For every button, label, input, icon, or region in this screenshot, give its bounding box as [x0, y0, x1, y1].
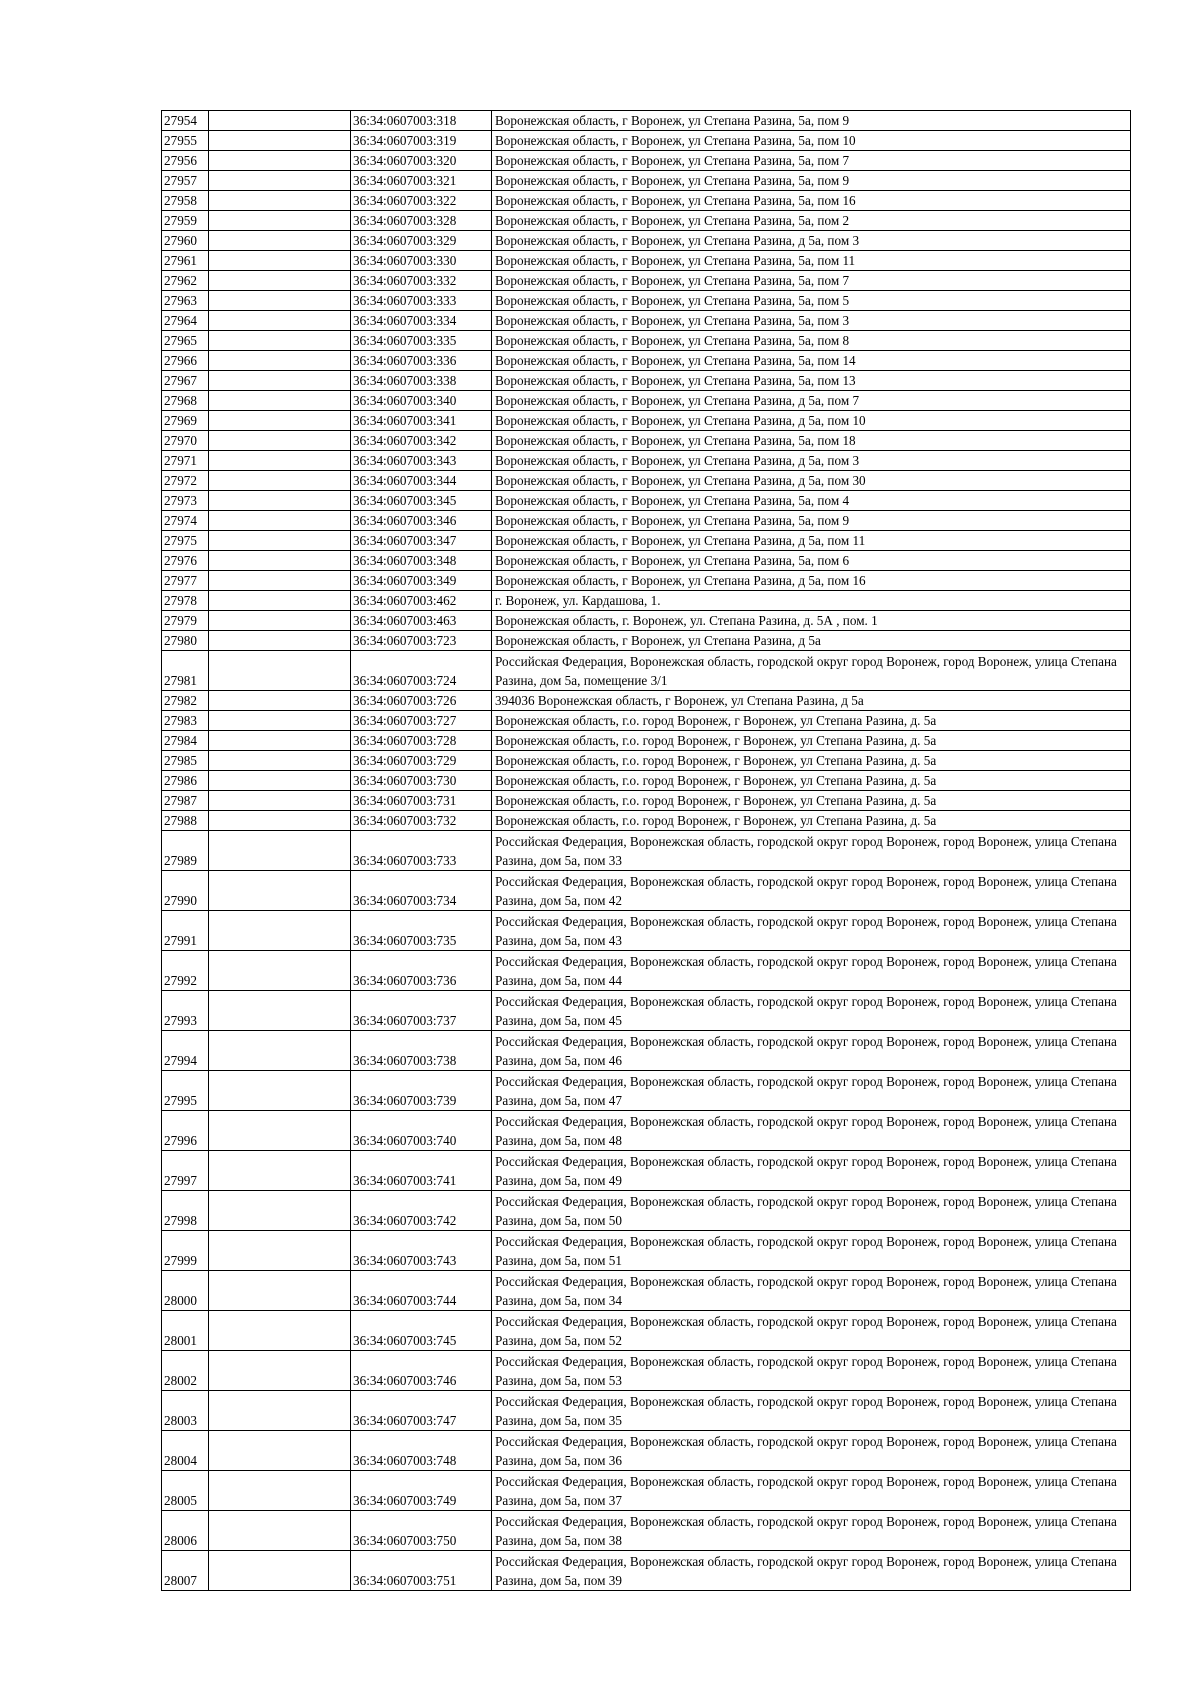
- cadastral-number-cell: 36:34:0607003:751: [351, 1551, 492, 1591]
- empty-cell: [209, 811, 351, 831]
- row-number-cell: 27963: [162, 291, 209, 311]
- empty-cell: [209, 431, 351, 451]
- cadastral-number-cell: 36:34:0607003:321: [351, 171, 492, 191]
- empty-cell: [209, 111, 351, 131]
- empty-cell: [209, 651, 351, 691]
- table-row: [162, 831, 1131, 871]
- address-cell: Воронежская область, г Воронеж, ул Степана Разина, д 5а, пом 16: [492, 571, 1131, 591]
- row-number-cell: 27958: [162, 191, 209, 211]
- address-cell: Воронежская область, г.о. город Воронеж, г Воронеж, ул Степана Разина, д. 5а: [492, 811, 1131, 831]
- cadastral-number-cell: 36:34:0607003:732: [351, 811, 492, 831]
- cadastral-number-cell: 36:34:0607003:322: [351, 191, 492, 211]
- address-cell: Воронежская область, г Воронеж, ул Степана Разина, д 5а, пом 7: [492, 391, 1131, 411]
- address-cell: Российская Федерация, Воронежская область, городской округ город Воронеж, город Воронеж, улица Степана Разина, дом 5а, пом 33: [492, 831, 1131, 871]
- row-number-cell: 27997: [162, 1151, 209, 1191]
- empty-cell: [209, 411, 351, 431]
- cadastral-number-cell: 36:34:0607003:730: [351, 771, 492, 791]
- row-number-cell: 27966: [162, 351, 209, 371]
- empty-cell: [209, 491, 351, 511]
- row-number-cell: 27968: [162, 391, 209, 411]
- address-cell: Воронежская область, г.о. город Воронеж, г Воронеж, ул Степана Разина, д. 5а: [492, 731, 1131, 751]
- empty-cell: [209, 1511, 351, 1551]
- empty-cell: [209, 731, 351, 751]
- empty-cell: [209, 1311, 351, 1351]
- cadastral-number-cell: 36:34:0607003:741: [351, 1151, 492, 1191]
- empty-cell: [209, 551, 351, 571]
- address-cell: Воронежская область, г Воронеж, ул Степана Разина, 5а, пом 13: [492, 371, 1131, 391]
- address-cell: Воронежская область, г Воронеж, ул Степана Разина, д 5а, пом 10: [492, 411, 1131, 431]
- empty-cell: [209, 451, 351, 471]
- empty-cell: [209, 211, 351, 231]
- table-row: [162, 651, 1131, 691]
- empty-cell: [209, 311, 351, 331]
- address-cell: Воронежская область, г Воронеж, ул Степана Разина, д 5а: [492, 631, 1131, 651]
- address-cell: Воронежская область, г Воронеж, ул Степана Разина, 5а, пом 2: [492, 211, 1131, 231]
- row-number-cell: 27991: [162, 911, 209, 951]
- address-cell: Воронежская область, г Воронеж, ул Степана Разина, д 5а, пом 3: [492, 451, 1131, 471]
- empty-cell: [209, 871, 351, 911]
- empty-cell: [209, 691, 351, 711]
- table-row: [162, 1071, 1131, 1111]
- cadastral-number-cell: 36:34:0607003:736: [351, 951, 492, 991]
- empty-cell: [209, 231, 351, 251]
- table-row: [162, 1311, 1131, 1351]
- row-number-cell: 27969: [162, 411, 209, 431]
- cadastral-number-cell: 36:34:0607003:744: [351, 1271, 492, 1311]
- address-cell: Воронежская область, г Воронеж, ул Степана Разина, 5а, пом 9: [492, 511, 1131, 531]
- address-cell: Воронежская область, г.о. город Воронеж, г Воронеж, ул Степана Разина, д. 5а: [492, 791, 1131, 811]
- row-number-cell: 27959: [162, 211, 209, 231]
- table-row: [162, 631, 1131, 651]
- table-row: [162, 591, 1131, 611]
- cadastral-number-cell: 36:34:0607003:319: [351, 131, 492, 151]
- table-row: [162, 1351, 1131, 1391]
- address-cell: Воронежская область, г Воронеж, ул Степана Разина, 5а, пом 10: [492, 131, 1131, 151]
- table-row: [162, 331, 1131, 351]
- empty-cell: [209, 1551, 351, 1591]
- empty-cell: [209, 751, 351, 771]
- cadastral-number-cell: 36:34:0607003:345: [351, 491, 492, 511]
- cadastral-number-cell: 36:34:0607003:740: [351, 1111, 492, 1151]
- cadastral-number-cell: 36:34:0607003:723: [351, 631, 492, 651]
- address-cell: Российская Федерация, Воронежская область, городской округ город Воронеж, город Воронеж, улица Степана Разина, дом 5а, пом 42: [492, 871, 1131, 911]
- empty-cell: [209, 1271, 351, 1311]
- empty-cell: [209, 1191, 351, 1231]
- cadastral-number-cell: 36:34:0607003:747: [351, 1391, 492, 1431]
- empty-cell: [209, 511, 351, 531]
- cadastral-number-cell: 36:34:0607003:344: [351, 471, 492, 491]
- address-cell: Воронежская область, г.о. город Воронеж, г Воронеж, ул Степана Разина, д. 5а: [492, 711, 1131, 731]
- row-number-cell: 27984: [162, 731, 209, 751]
- empty-cell: [209, 251, 351, 271]
- empty-cell: [209, 631, 351, 651]
- table-row: [162, 211, 1131, 231]
- table-row: [162, 1031, 1131, 1071]
- address-cell: Российская Федерация, Воронежская область, городской округ город Воронеж, город Воронеж, улица Степана Разина, дом 5а, пом 50: [492, 1191, 1131, 1231]
- cadastral-number-cell: 36:34:0607003:738: [351, 1031, 492, 1071]
- empty-cell: [209, 1071, 351, 1111]
- empty-cell: [209, 1151, 351, 1191]
- row-number-cell: 27980: [162, 631, 209, 651]
- table-row: [162, 811, 1131, 831]
- address-cell: Воронежская область, г.о. город Воронеж, г Воронеж, ул Степана Разина, д. 5а: [492, 751, 1131, 771]
- empty-cell: [209, 131, 351, 151]
- address-cell: Российская Федерация, Воронежская область, городской округ город Воронеж, город Воронеж, улица Степана Разина, дом 5а, пом 46: [492, 1031, 1131, 1071]
- row-number-cell: 27986: [162, 771, 209, 791]
- table-row: [162, 551, 1131, 571]
- empty-cell: [209, 571, 351, 591]
- row-number-cell: 27995: [162, 1071, 209, 1111]
- empty-cell: [209, 1431, 351, 1471]
- table-row: [162, 1511, 1131, 1551]
- cadastral-number-cell: 36:34:0607003:330: [351, 251, 492, 271]
- row-number-cell: 27971: [162, 451, 209, 471]
- row-number-cell: 27981: [162, 651, 209, 691]
- table-row: [162, 531, 1131, 551]
- row-number-cell: 27983: [162, 711, 209, 731]
- cadastral-number-cell: 36:34:0607003:349: [351, 571, 492, 591]
- row-number-cell: 27976: [162, 551, 209, 571]
- empty-cell: [209, 831, 351, 871]
- row-number-cell: 27978: [162, 591, 209, 611]
- row-number-cell: 27985: [162, 751, 209, 771]
- row-number-cell: 27994: [162, 1031, 209, 1071]
- empty-cell: [209, 1351, 351, 1391]
- table-row: [162, 191, 1131, 211]
- table-row: [162, 1471, 1131, 1511]
- address-cell: Воронежская область, г Воронеж, ул Степана Разина, 5а, пом 18: [492, 431, 1131, 451]
- cadastral-number-cell: 36:34:0607003:463: [351, 611, 492, 631]
- address-cell: Воронежская область, г Воронеж, ул Степана Разина, 5а, пом 6: [492, 551, 1131, 571]
- cadastral-number-cell: 36:34:0607003:746: [351, 1351, 492, 1391]
- row-number-cell: 27973: [162, 491, 209, 511]
- empty-cell: [209, 1231, 351, 1271]
- table-row: [162, 571, 1131, 591]
- cadastral-number-cell: 36:34:0607003:737: [351, 991, 492, 1031]
- cadastral-number-cell: 36:34:0607003:335: [351, 331, 492, 351]
- table-row: [162, 1151, 1131, 1191]
- table-row: [162, 751, 1131, 771]
- table-row: [162, 171, 1131, 191]
- property-registry-table: [161, 110, 1131, 1591]
- row-number-cell: 28006: [162, 1511, 209, 1551]
- row-number-cell: 27993: [162, 991, 209, 1031]
- table-row: [162, 791, 1131, 811]
- table-row: [162, 371, 1131, 391]
- address-cell: Воронежская область, г Воронеж, ул Степана Разина, 5а, пом 9: [492, 111, 1131, 131]
- empty-cell: [209, 611, 351, 631]
- address-cell: Воронежская область, г Воронеж, ул Степана Разина, 5а, пом 3: [492, 311, 1131, 331]
- table-row: [162, 1391, 1131, 1431]
- row-number-cell: 27990: [162, 871, 209, 911]
- empty-cell: [209, 591, 351, 611]
- empty-cell: [209, 371, 351, 391]
- cadastral-number-cell: 36:34:0607003:749: [351, 1471, 492, 1511]
- row-number-cell: 27955: [162, 131, 209, 151]
- address-cell: Российская Федерация, Воронежская область, городской округ город Воронеж, город Воронеж, улица Степана Разина, дом 5а, пом 38: [492, 1511, 1131, 1551]
- empty-cell: [209, 531, 351, 551]
- cadastral-number-cell: 36:34:0607003:727: [351, 711, 492, 731]
- empty-cell: [209, 1391, 351, 1431]
- cadastral-number-cell: 36:34:0607003:320: [351, 151, 492, 171]
- address-cell: Российская Федерация, Воронежская область, городской округ город Воронеж, город Воронеж, улица Степана Разина, дом 5а, пом 52: [492, 1311, 1131, 1351]
- empty-cell: [209, 171, 351, 191]
- row-number-cell: 27960: [162, 231, 209, 251]
- row-number-cell: 27967: [162, 371, 209, 391]
- table-row: [162, 131, 1131, 151]
- empty-cell: [209, 791, 351, 811]
- cadastral-number-cell: 36:34:0607003:332: [351, 271, 492, 291]
- address-cell: Воронежская область, г Воронеж, ул Степана Разина, д 5а, пом 30: [492, 471, 1131, 491]
- empty-cell: [209, 191, 351, 211]
- cadastral-number-cell: 36:34:0607003:346: [351, 511, 492, 531]
- cadastral-number-cell: 36:34:0607003:334: [351, 311, 492, 331]
- table-row: [162, 871, 1131, 911]
- table-row: [162, 251, 1131, 271]
- empty-cell: [209, 291, 351, 311]
- row-number-cell: 28007: [162, 1551, 209, 1591]
- row-number-cell: 27965: [162, 331, 209, 351]
- table-row: [162, 411, 1131, 431]
- cadastral-number-cell: 36:34:0607003:338: [351, 371, 492, 391]
- row-number-cell: 27998: [162, 1191, 209, 1231]
- empty-cell: [209, 991, 351, 1031]
- row-number-cell: 27987: [162, 791, 209, 811]
- address-cell: Российская Федерация, Воронежская область, городской округ город Воронеж, город Воронеж, улица Степана Разина, дом 5а, пом 45: [492, 991, 1131, 1031]
- empty-cell: [209, 271, 351, 291]
- address-cell: Российская Федерация, Воронежская область, городской округ город Воронеж, город Воронеж, улица Степана Разина, дом 5а, пом 34: [492, 1271, 1131, 1311]
- address-cell: Воронежская область, г Воронеж, ул Степана Разина, 5а, пом 16: [492, 191, 1131, 211]
- address-cell: Воронежская область, г. Воронеж, ул. Степана Разина, д. 5А , пом. 1: [492, 611, 1131, 631]
- row-number-cell: 27957: [162, 171, 209, 191]
- empty-cell: [209, 771, 351, 791]
- table-row: [162, 1191, 1131, 1231]
- cadastral-number-cell: 36:34:0607003:726: [351, 691, 492, 711]
- table-row: [162, 1551, 1131, 1591]
- table-row: [162, 351, 1131, 371]
- empty-cell: [209, 391, 351, 411]
- table-row: [162, 731, 1131, 751]
- table-row: [162, 151, 1131, 171]
- address-cell: Российская Федерация, Воронежская область, городской округ город Воронеж, город Воронеж, улица Степана Разина, дом 5а, пом 35: [492, 1391, 1131, 1431]
- row-number-cell: 27996: [162, 1111, 209, 1151]
- cadastral-number-cell: 36:34:0607003:318: [351, 111, 492, 131]
- cadastral-number-cell: 36:34:0607003:731: [351, 791, 492, 811]
- cadastral-number-cell: 36:34:0607003:329: [351, 231, 492, 251]
- cadastral-number-cell: 36:34:0607003:748: [351, 1431, 492, 1471]
- empty-cell: [209, 951, 351, 991]
- address-cell: Российская Федерация, Воронежская область, городской округ город Воронеж, город Воронеж, улица Степана Разина, дом 5а, пом 53: [492, 1351, 1131, 1391]
- cadastral-number-cell: 36:34:0607003:341: [351, 411, 492, 431]
- address-cell: г. Воронеж, ул. Кардашова, 1.: [492, 591, 1131, 611]
- table-row: [162, 771, 1131, 791]
- table-row: [162, 1231, 1131, 1271]
- row-number-cell: 27992: [162, 951, 209, 991]
- address-cell: Воронежская область, г Воронеж, ул Степана Разина, д 5а, пом 3: [492, 231, 1131, 251]
- row-number-cell: 27975: [162, 531, 209, 551]
- address-cell: Российская Федерация, Воронежская область, городской округ город Воронеж, город Воронеж, улица Степана Разина, дом 5а, пом 43: [492, 911, 1131, 951]
- row-number-cell: 28001: [162, 1311, 209, 1351]
- cadastral-number-cell: 36:34:0607003:724: [351, 651, 492, 691]
- table-row: [162, 271, 1131, 291]
- table-row: [162, 511, 1131, 531]
- empty-cell: [209, 711, 351, 731]
- address-cell: Воронежская область, г Воронеж, ул Степана Разина, 5а, пом 14: [492, 351, 1131, 371]
- row-number-cell: 27954: [162, 111, 209, 131]
- row-number-cell: 27977: [162, 571, 209, 591]
- address-cell: 394036 Воронежская область, г Воронеж, ул Степана Разина, д 5а: [492, 691, 1131, 711]
- row-number-cell: 27982: [162, 691, 209, 711]
- table-row: [162, 111, 1131, 131]
- table-row: [162, 311, 1131, 331]
- cadastral-number-cell: 36:34:0607003:729: [351, 751, 492, 771]
- address-cell: Воронежская область, г Воронеж, ул Степана Разина, 5а, пом 5: [492, 291, 1131, 311]
- address-cell: Российская Федерация, Воронежская область, городской округ город Воронеж, город Воронеж, улица Степана Разина, дом 5а, пом 37: [492, 1471, 1131, 1511]
- row-number-cell: 28003: [162, 1391, 209, 1431]
- table-row: [162, 391, 1131, 411]
- cadastral-number-cell: 36:34:0607003:742: [351, 1191, 492, 1231]
- row-number-cell: 27970: [162, 431, 209, 451]
- empty-cell: [209, 1471, 351, 1511]
- address-cell: Российская Федерация, Воронежская область, городской округ город Воронеж, город Воронеж, улица Степана Разина, дом 5а, пом 36: [492, 1431, 1131, 1471]
- registry-table-body: [162, 111, 1131, 1591]
- address-cell: Воронежская область, г Воронеж, ул Степана Разина, 5а, пом 7: [492, 271, 1131, 291]
- address-cell: Российская Федерация, Воронежская область, городской округ город Воронеж, город Воронеж, улица Степана Разина, дом 5а, пом 47: [492, 1071, 1131, 1111]
- address-cell: Российская Федерация, Воронежская область, городской округ город Воронеж, город Воронеж, улица Степана Разина, дом 5а, помещение 3/1: [492, 651, 1131, 691]
- table-row: [162, 491, 1131, 511]
- row-number-cell: 28004: [162, 1431, 209, 1471]
- table-row: [162, 911, 1131, 951]
- cadastral-number-cell: 36:34:0607003:733: [351, 831, 492, 871]
- empty-cell: [209, 1111, 351, 1151]
- row-number-cell: 27956: [162, 151, 209, 171]
- table-row: [162, 1271, 1131, 1311]
- row-number-cell: 27962: [162, 271, 209, 291]
- table-row: [162, 1111, 1131, 1151]
- table-row: [162, 231, 1131, 251]
- table-row: [162, 711, 1131, 731]
- address-cell: Российская Федерация, Воронежская область, городской округ город Воронеж, город Воронеж, улица Степана Разина, дом 5а, пом 39: [492, 1551, 1131, 1591]
- table-row: [162, 991, 1131, 1031]
- row-number-cell: 27979: [162, 611, 209, 631]
- row-number-cell: 27972: [162, 471, 209, 491]
- row-number-cell: 27961: [162, 251, 209, 271]
- table-row: [162, 451, 1131, 471]
- address-cell: Воронежская область, г Воронеж, ул Степана Разина, д 5а, пом 11: [492, 531, 1131, 551]
- address-cell: Воронежская область, г Воронеж, ул Степана Разина, 5а, пом 8: [492, 331, 1131, 351]
- empty-cell: [209, 471, 351, 491]
- address-cell: Воронежская область, г Воронеж, ул Степана Разина, 5а, пом 7: [492, 151, 1131, 171]
- cadastral-number-cell: 36:34:0607003:340: [351, 391, 492, 411]
- cadastral-number-cell: 36:34:0607003:750: [351, 1511, 492, 1551]
- address-cell: Воронежская область, г.о. город Воронеж, г Воронеж, ул Степана Разина, д. 5а: [492, 771, 1131, 791]
- cadastral-number-cell: 36:34:0607003:343: [351, 451, 492, 471]
- cadastral-number-cell: 36:34:0607003:745: [351, 1311, 492, 1351]
- row-number-cell: 27999: [162, 1231, 209, 1271]
- empty-cell: [209, 1031, 351, 1071]
- cadastral-number-cell: 36:34:0607003:739: [351, 1071, 492, 1111]
- cadastral-number-cell: 36:34:0607003:333: [351, 291, 492, 311]
- cadastral-number-cell: 36:34:0607003:734: [351, 871, 492, 911]
- cadastral-number-cell: 36:34:0607003:735: [351, 911, 492, 951]
- row-number-cell: 28002: [162, 1351, 209, 1391]
- address-cell: Российская Федерация, Воронежская область, городской округ город Воронеж, город Воронеж, улица Степана Разина, дом 5а, пом 48: [492, 1111, 1131, 1151]
- cadastral-number-cell: 36:34:0607003:743: [351, 1231, 492, 1271]
- empty-cell: [209, 351, 351, 371]
- empty-cell: [209, 151, 351, 171]
- address-cell: Воронежская область, г Воронеж, ул Степана Разина, 5а, пом 4: [492, 491, 1131, 511]
- cadastral-number-cell: 36:34:0607003:328: [351, 211, 492, 231]
- row-number-cell: 28005: [162, 1471, 209, 1511]
- row-number-cell: 27974: [162, 511, 209, 531]
- address-cell: Воронежская область, г Воронеж, ул Степана Разина, 5а, пом 11: [492, 251, 1131, 271]
- cadastral-number-cell: 36:34:0607003:728: [351, 731, 492, 751]
- address-cell: Воронежская область, г Воронеж, ул Степана Разина, 5а, пом 9: [492, 171, 1131, 191]
- table-row: [162, 691, 1131, 711]
- table-row: [162, 951, 1131, 991]
- table-row: [162, 471, 1131, 491]
- address-cell: Российская Федерация, Воронежская область, городской округ город Воронеж, город Воронеж, улица Степана Разина, дом 5а, пом 51: [492, 1231, 1131, 1271]
- table-row: [162, 431, 1131, 451]
- cadastral-number-cell: 36:34:0607003:348: [351, 551, 492, 571]
- empty-cell: [209, 331, 351, 351]
- cadastral-number-cell: 36:34:0607003:462: [351, 591, 492, 611]
- address-cell: Российская Федерация, Воронежская область, городской округ город Воронеж, город Воронеж, улица Степана Разина, дом 5а, пом 49: [492, 1151, 1131, 1191]
- row-number-cell: 27989: [162, 831, 209, 871]
- table-row: [162, 1431, 1131, 1471]
- address-cell: Российская Федерация, Воронежская область, городской округ город Воронеж, город Воронеж, улица Степана Разина, дом 5а, пом 44: [492, 951, 1131, 991]
- cadastral-number-cell: 36:34:0607003:347: [351, 531, 492, 551]
- row-number-cell: 27988: [162, 811, 209, 831]
- row-number-cell: 28000: [162, 1271, 209, 1311]
- empty-cell: [209, 911, 351, 951]
- row-number-cell: 27964: [162, 311, 209, 331]
- table-row: [162, 611, 1131, 631]
- table-row: [162, 291, 1131, 311]
- cadastral-number-cell: 36:34:0607003:342: [351, 431, 492, 451]
- cadastral-number-cell: 36:34:0607003:336: [351, 351, 492, 371]
